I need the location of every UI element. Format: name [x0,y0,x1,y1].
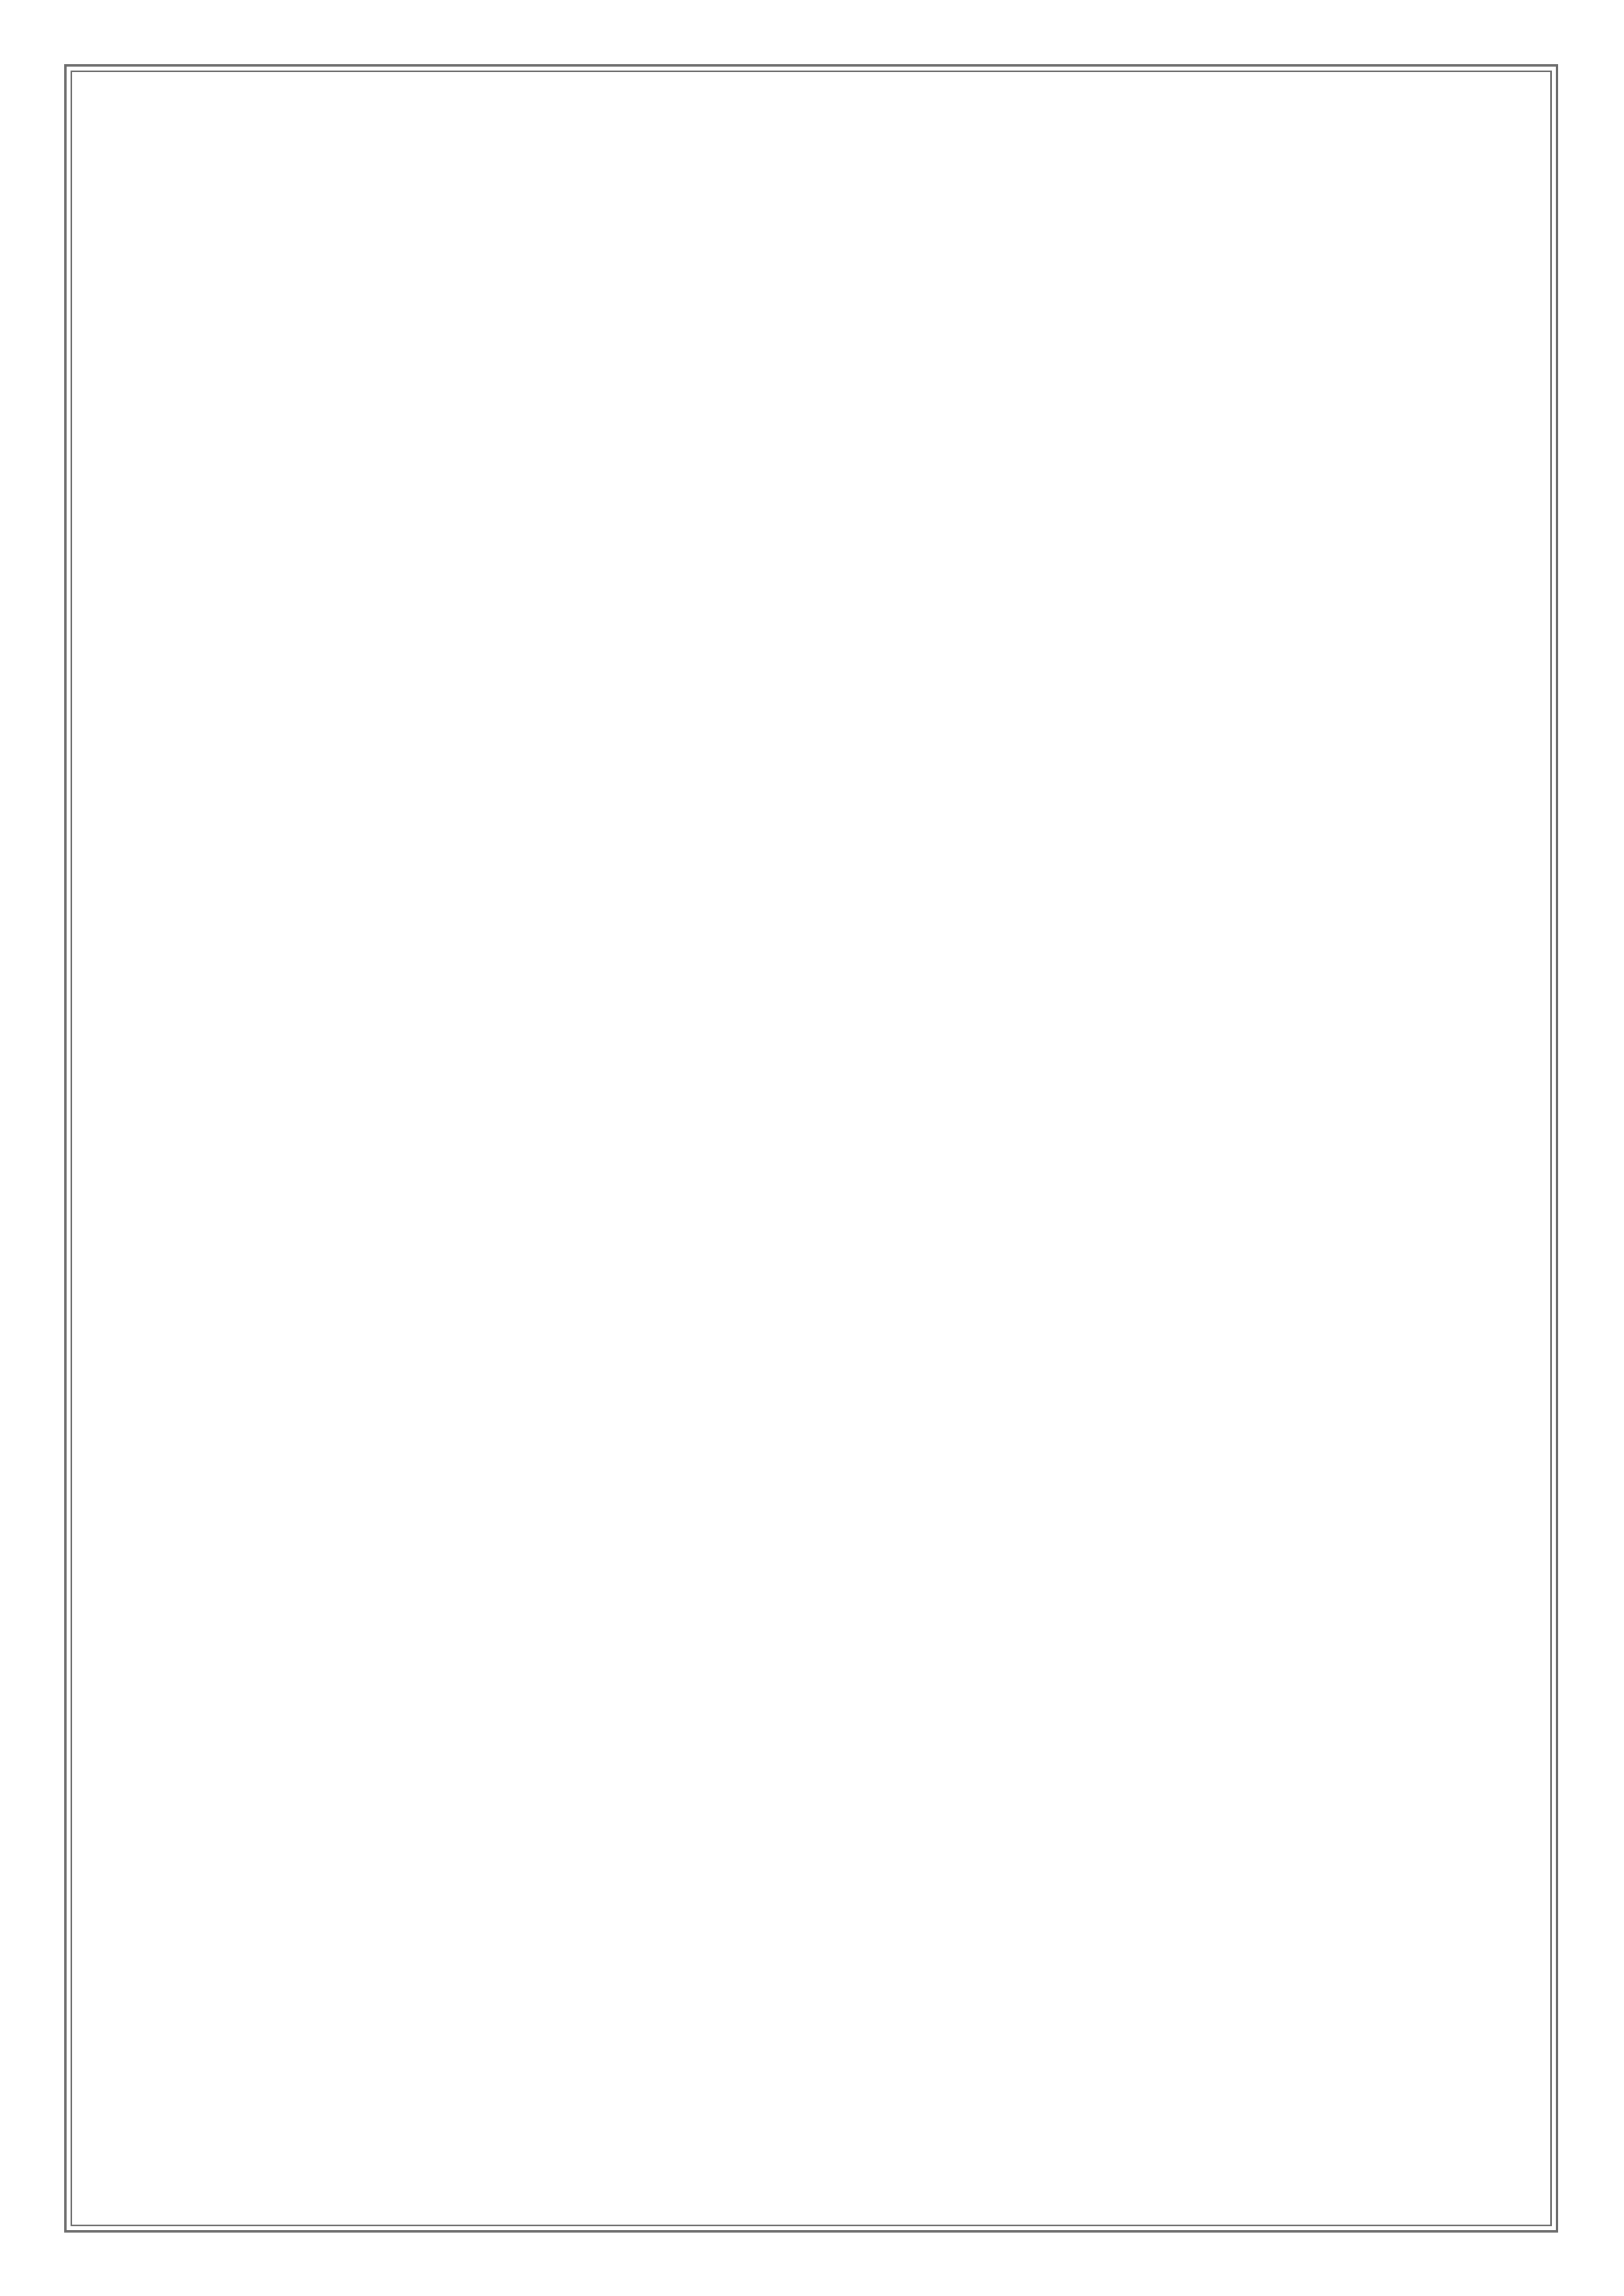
q608-cone-figure [127,277,714,690]
